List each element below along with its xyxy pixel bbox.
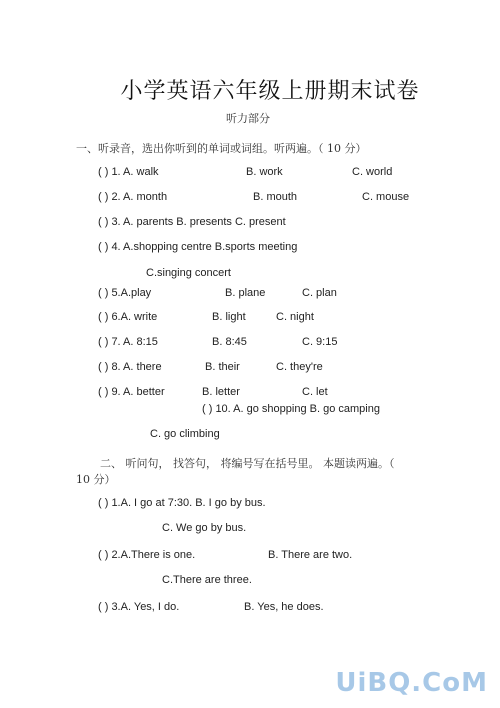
section2-heading-line2: 10 分）: [76, 473, 116, 486]
s2-question-2-b: B. There are two.: [268, 549, 353, 561]
question-6-b: B. light: [212, 311, 246, 323]
s2-question-3-a: ( ) 3.A. Yes, I do.: [98, 601, 180, 613]
question-7-b: B. 8:45: [212, 336, 247, 348]
listening-part-label: 听力部分: [226, 112, 270, 125]
question-9-b: B. letter: [202, 386, 240, 398]
question-7-c: C. 9:15: [302, 336, 338, 348]
section2-heading-line1: 二、 听问句， 找答句， 将编号写在括号里。 本题读两遍。（: [100, 457, 395, 470]
question-5-b: B. plane: [225, 287, 266, 299]
watermark-logo: UiBQ.CoM: [335, 668, 488, 698]
question-7-a: ( ) 7. A. 8:15: [98, 336, 158, 348]
question-8-a: ( ) 8. A. there: [98, 361, 162, 373]
question-9-a: ( ) 9. A. better: [98, 386, 165, 398]
s2-question-1-ab: ( ) 1.A. I go at 7:30. B. I go by bus.: [98, 497, 266, 509]
question-1-c: C. world: [352, 166, 393, 178]
s2-question-3-b: B. Yes, he does.: [244, 601, 324, 613]
question-2-a: ( ) 2. A. month: [98, 191, 168, 203]
question-2-b: B. mouth: [253, 191, 298, 203]
section1-heading: 一、听录音，选出你听到的单词或词组。听两遍。（ 10 分）: [76, 142, 367, 155]
question-5-a: ( ) 5.A.play: [98, 287, 152, 299]
s2-question-2-c: C.There are three.: [162, 574, 252, 586]
question-6-a: ( ) 6.A. write: [98, 311, 158, 323]
s2-question-1-c: C. We go by bus.: [162, 522, 247, 534]
question-5-c: C. plan: [302, 287, 337, 299]
question-2-c: C. mouse: [362, 191, 410, 203]
question-9-c: C. let: [302, 386, 328, 398]
question-4-ab: ( ) 4. A.shopping centre B.sports meeting: [98, 241, 298, 253]
exam-title: 小学英语六年级上册期末试卷: [120, 79, 420, 104]
question-6-c: C. night: [276, 311, 314, 323]
question-1-b: B. work: [246, 166, 283, 178]
question-8-b: B. their: [205, 361, 240, 373]
question-4-c: C.singing concert: [146, 267, 231, 279]
s2-question-2-a: ( ) 2.A.There is one.: [98, 549, 196, 561]
question-10-ab: ( ) 10. A. go shopping B. go camping: [202, 403, 380, 415]
question-10-c: C. go climbing: [150, 428, 220, 440]
question-1-a: ( ) 1. A. walk: [98, 166, 159, 178]
question-8-c: C. they're: [276, 361, 323, 373]
question-3: ( ) 3. A. parents B. presents C. present: [98, 216, 286, 228]
